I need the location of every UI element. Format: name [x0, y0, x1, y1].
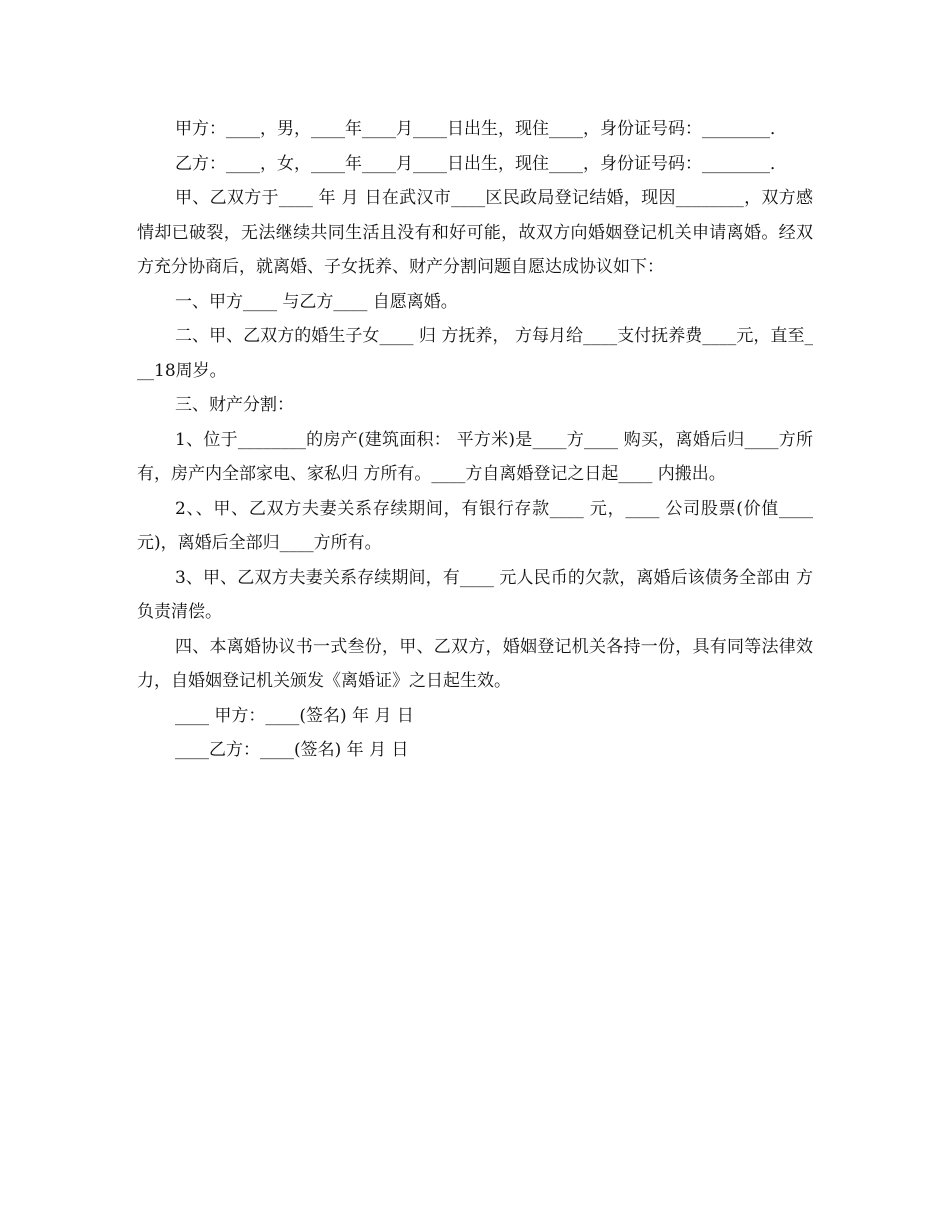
marriage-statement: 甲、乙双方于____ 年 月 日在武汉市____区民政局登记结婚，现因________，双方感情却已破裂，无法继续共同生活且没有和好可能，故双方向婚姻登记机关申请离婚。经双方充分协商后，就离婚、子女抚养、财产分割问题自愿达成协议如下：	[137, 188, 813, 277]
party-b-info: 乙方：____，女，____年____月____日出生，现住____，身份证号码：________．	[175, 153, 787, 174]
property-item-1: 1、位于________的房产(建筑面积： 平方米)是____方____ 购买，离婚后归____方所有，房产内全部家电、家私归 方所有。____方自离婚登记之日起____ 内搬出。	[137, 429, 813, 484]
party-a-info: 甲方：____，男，____年____月____日出生，现住____，身份证号码：________．	[175, 119, 787, 139]
clause-1-divorce: 一、甲方____ 与乙方____ 自愿离婚。	[175, 291, 458, 312]
signature-line-party-a: ____ 甲方：____(签名) 年 月 日	[175, 705, 414, 726]
agreement-body	[137, 112, 819, 768]
property-item-2: 2、、甲、乙双方夫妻关系存续期间，有银行存款____ 元，____ 公司股票(价值____ 元)，离婚后全部归____方所有。	[137, 498, 819, 553]
signature-line-party-b: ____乙方：____(签名) 年 月 日	[175, 740, 409, 760]
clause-3-heading: 三、财产分割：	[175, 395, 294, 415]
property-item-3: 3、甲、乙双方夫妻关系存续期间，有____ 元人民币的欠款，离婚后该债务全部由 方负责清偿。	[137, 567, 813, 622]
clause-2-child-custody: 二、甲、乙双方的婚生子女____ 归 方抚养， 方每月给____支付抚养费____元，直至___18周岁。	[137, 326, 813, 381]
clause-4-validity: 四、本离婚协议书一式叁份，甲、乙双方，婚姻登记机关各持一份，具有同等法律效力，自婚姻登记机关颁发《离婚证》之日起生效。	[137, 636, 813, 691]
